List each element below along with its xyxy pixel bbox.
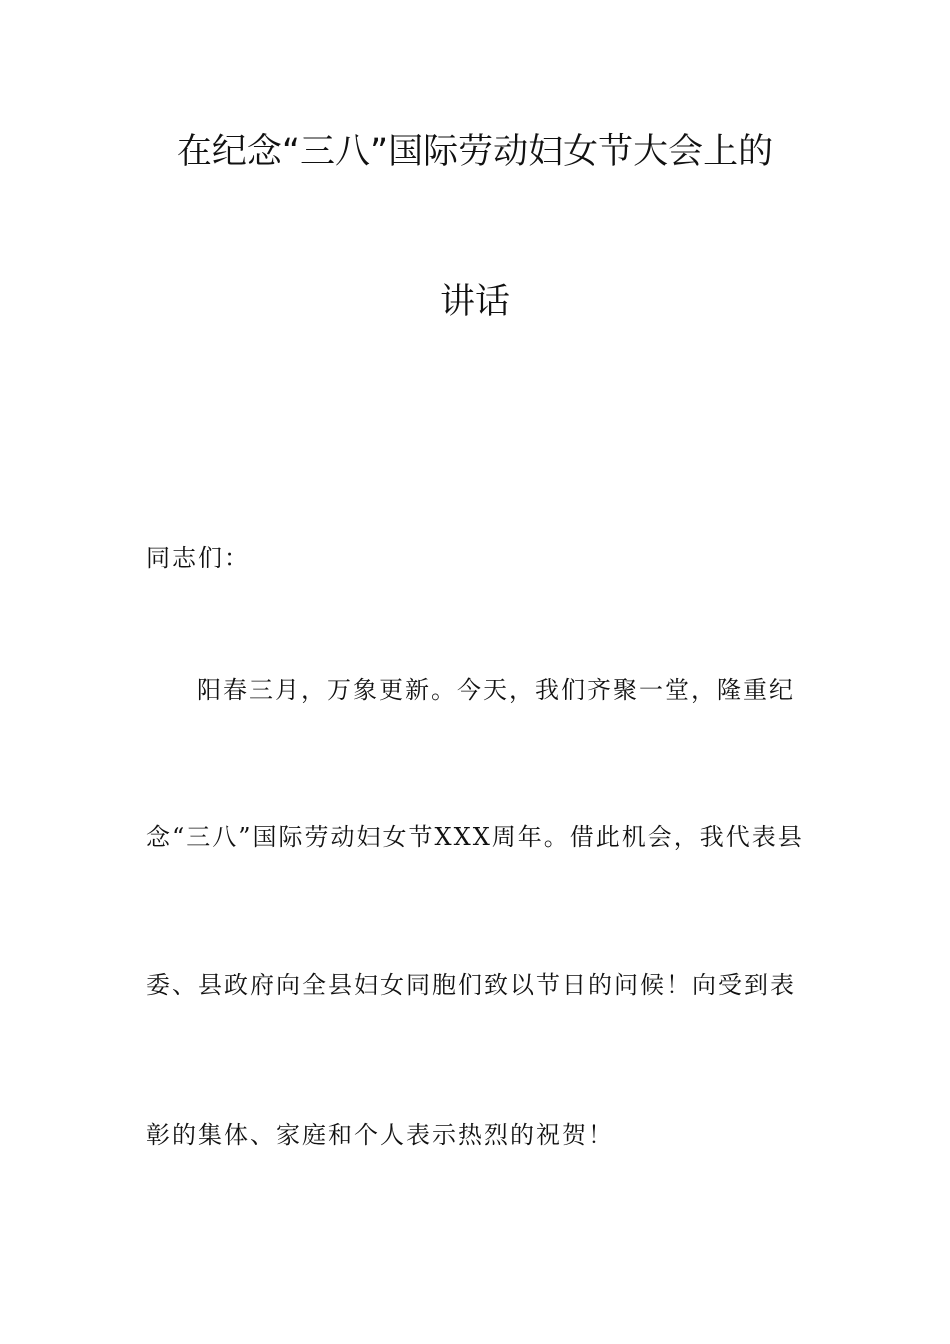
document-title-line-1: 在纪念“三八”国际劳动妇女节大会上的 — [176, 132, 774, 172]
paragraph-line: 念“三八”国际劳动妇女节XXX周年。借此机会，我代表县 — [146, 823, 804, 851]
paragraph-line: 委、县政府向全县妇女同胞们致以节日的问候！向受到表 — [146, 971, 796, 999]
salutation: 同志们： — [146, 544, 250, 572]
document-title-line-2: 讲话 — [439, 282, 510, 322]
paragraph-line: 彰的集体、家庭和个人表示热烈的祝贺！ — [146, 1121, 614, 1149]
paragraph-line: 阳春三月，万象更新。今天，我们齐聚一堂，隆重纪 — [197, 676, 795, 704]
